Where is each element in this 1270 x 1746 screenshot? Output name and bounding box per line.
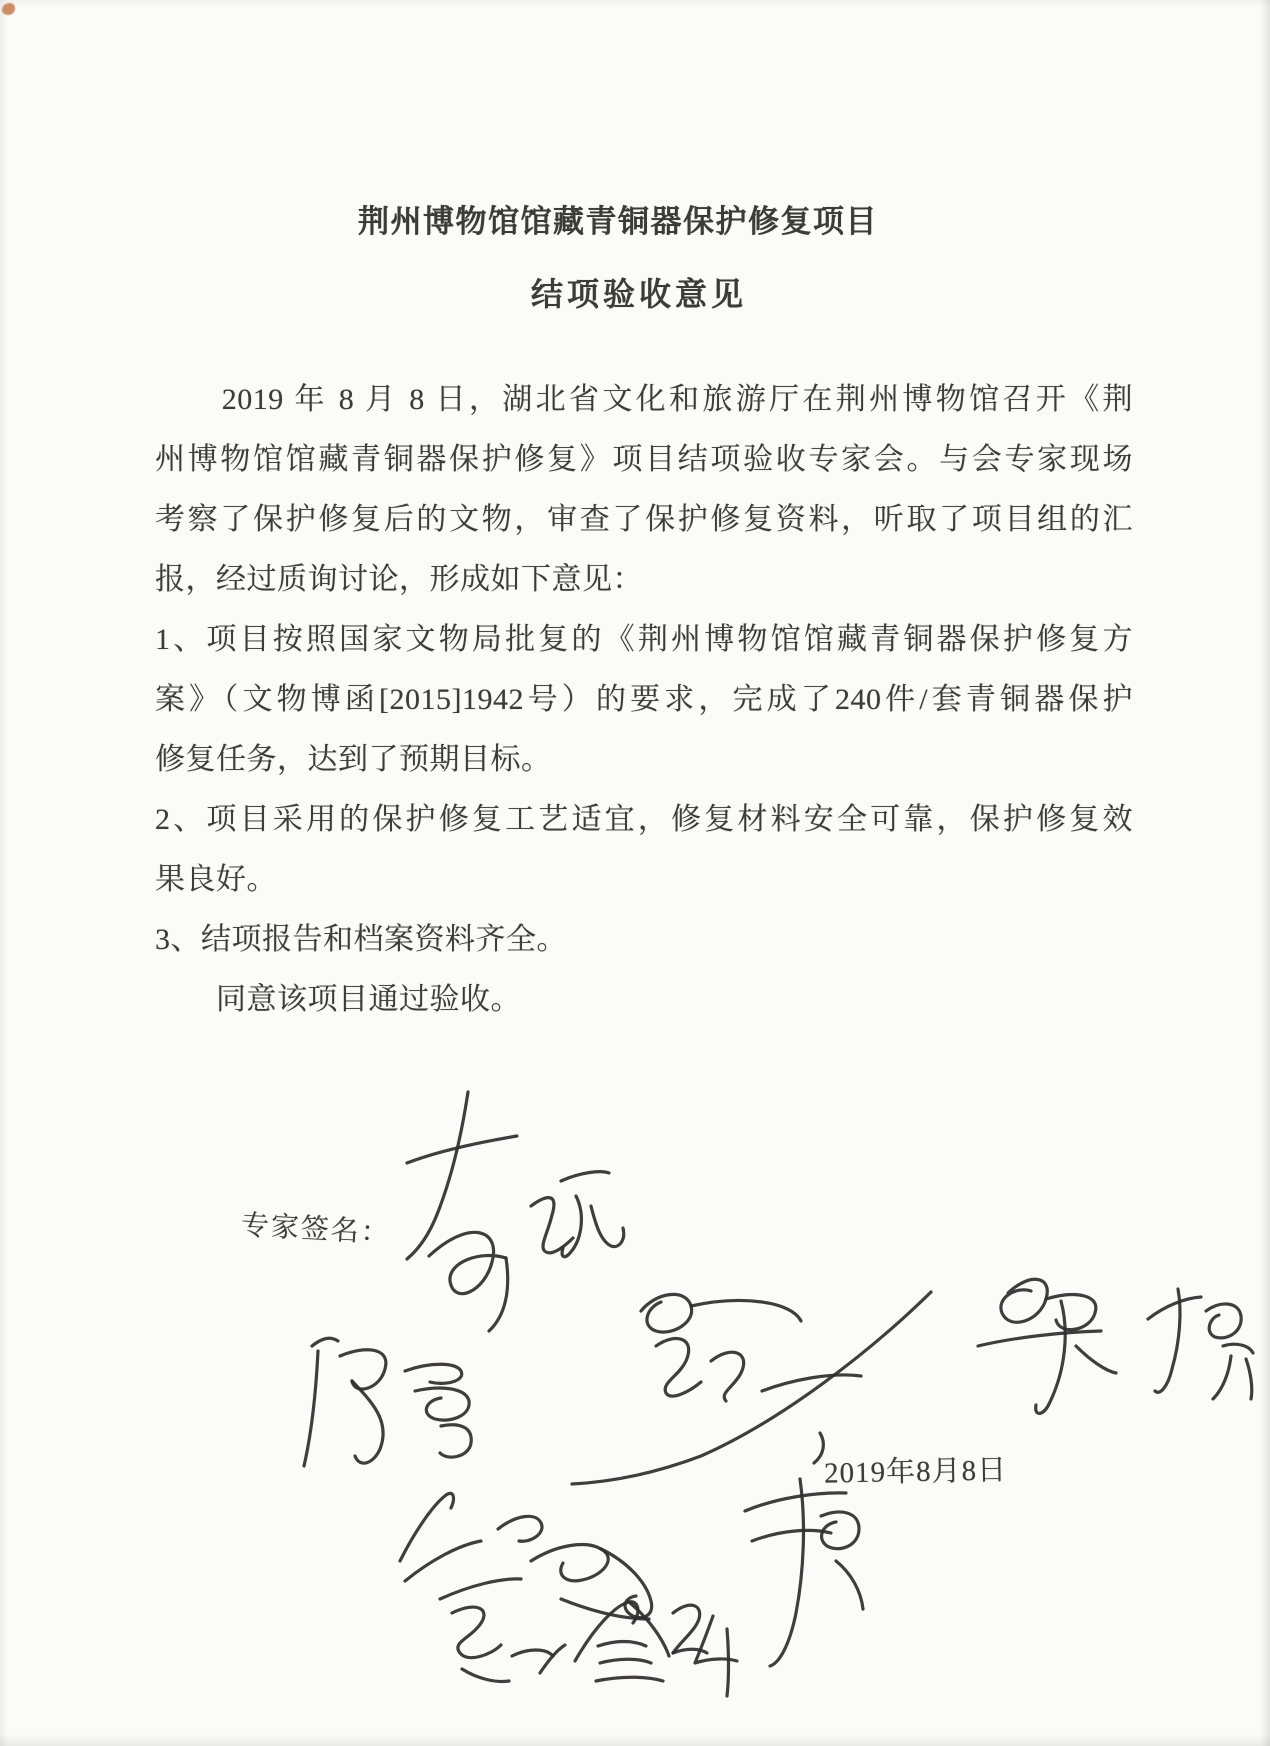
body-line: 1、项目按照国家文物局批复的《荆州博物馆馆藏青铜器保护修复方	[155, 623, 1133, 656]
expert-signature-label: 专家签名：	[239, 1210, 392, 1250]
expert-signature-5	[1148, 1289, 1253, 1399]
body-line: 2、项目采用的保护修复工艺适宜，修复材料安全可靠，保护修复效	[155, 803, 1133, 836]
body-line: 报，经过质询讨论，形成如下意见：	[155, 563, 643, 596]
document-title: 荆州博物馆馆藏青铜器保护修复项目	[358, 204, 878, 239]
body-line: 修复任务，达到了预期目标。	[155, 743, 552, 776]
expert-signature-4	[978, 1279, 1116, 1413]
body-line: 考察了保护修复后的文物，审查了保护修复资料，听取了项目组的汇	[155, 503, 1133, 536]
signature-date: 2019年8月8日	[823, 1454, 1008, 1490]
body-line: 果良好。	[155, 863, 277, 896]
expert-signature-6	[400, 1493, 652, 1619]
body-line: 同意该项目通过验收。	[155, 983, 521, 1016]
expert-signature-8	[452, 1602, 737, 1696]
body-line: 案》（文物博函[2015]1942号）的要求，完成了240件/套青铜器保护	[155, 683, 1133, 716]
document-subtitle: 结项验收意见	[530, 276, 747, 312]
expert-signature-1	[407, 1092, 624, 1331]
body-line: 2019 年 8 月 8 日，湖北省文化和旅游厅在荆州博物馆召开《荆	[155, 383, 1133, 416]
body-line: 州博物馆馆藏青铜器保护修复》项目结项验收专家会。与会专家现场	[155, 443, 1133, 476]
body-line: 3、结项报告和档案资料齐全。	[155, 923, 567, 956]
expert-signature-2	[304, 1338, 471, 1466]
